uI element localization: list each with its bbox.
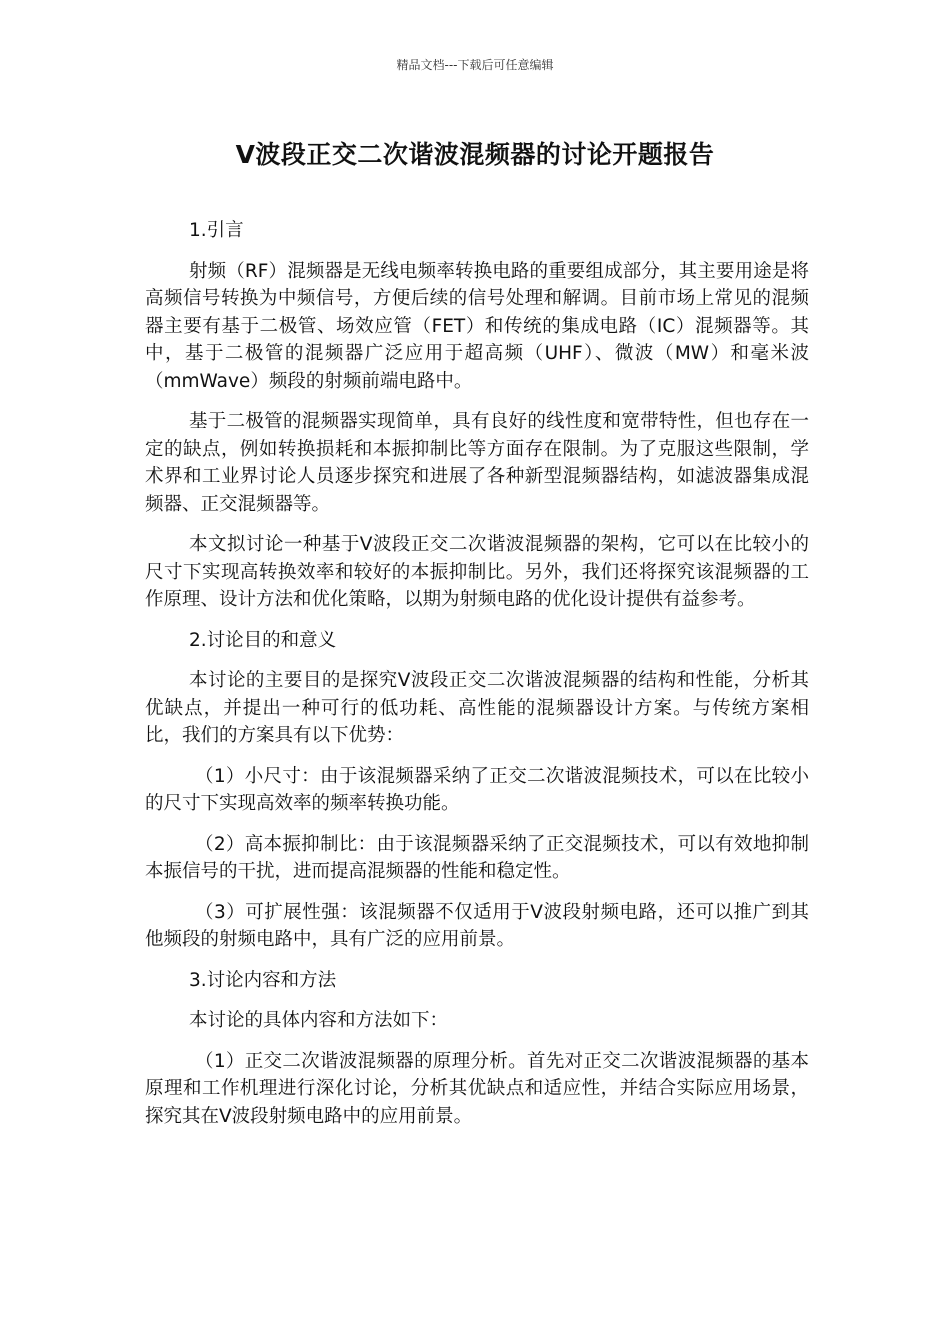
list-item: （3）可扩展性强：该混频器不仅适用于V波段射频电路，还可以推广到其他频段的射频电路中，具有广泛的应用前景。 (145, 901, 809, 950)
section-heading-methods: 3.讨论内容和方法 (189, 969, 337, 991)
paragraph: 本文拟讨论一种基于V波段正交二次谐波混频器的架构，它可以在比较小的尺寸下实现高转换效率和较好的本振抑制比。另外，我们还将探究该混频器的工作原理、设计方法和优化策略，以期为射频电路的优化设计提供有益参考。 (145, 534, 809, 610)
paragraph: 基于二极管的混频器实现简单，具有良好的线性度和宽带特性，但也存在一定的缺点，例如转换损耗和本振抑制比等方面存在限制。为了克服这些限制，学术界和工业界讨论人员逐步探究和进展了各种新型混频器结构，如滤波器集成混频器、正交混频器等。 (145, 411, 809, 515)
page-header: 精品文档---下载后可任意编辑 (396, 58, 554, 72)
section-heading-introduction: 1.引言 (189, 220, 244, 241)
section-heading-purpose: 2.讨论目的和意义 (189, 629, 337, 651)
list-item: （1）小尺寸：由于该混频器采纳了正交二次谐波混频技术，可以在比较小的尺寸下实现高效率的频率转换功能。 (145, 765, 809, 814)
list-item: （1）正交二次谐波混频器的原理分析。首先对正交二次谐波混频器的基本原理和工作机理进行深化讨论，分析其优缺点和适应性，并结合实际应用场景，探究其在V波段射频电路中的应用前景。 (145, 1050, 809, 1127)
document-title: V波段正交二次谐波混频器的讨论开题报告 (235, 140, 715, 169)
document-body (145, 217, 809, 1143)
paragraph: 本讨论的具体内容和方法如下： (189, 1010, 449, 1031)
paragraph: 射频（RF）混频器是无线电频率转换电路的重要组成部分，其主要用途是将高频信号转换为中频信号，方便后续的信号处理和解调。目前市场上常见的混频器主要有基于二极管、场效应管（FET）和传统的集成电路（IC）混频器等。其中，基于二极管的混频器广泛应用于超高频（UHF）、微波（MW）和毫米波（mmWave）频段的射频前端电路中。 (145, 260, 809, 392)
list-item: （2）高本振抑制比：由于该混频器采纳了正交混频技术，可以有效地抑制本振信号的干扰，进而提高混频器的性能和稳定性。 (145, 833, 809, 882)
paragraph: 本讨论的主要目的是探究V波段正交二次谐波混频器的结构和性能，分析其优缺点，并提出一种可行的低功耗、高性能的混频器设计方案。与传统方案相比，我们的方案具有以下优势： (145, 670, 809, 746)
